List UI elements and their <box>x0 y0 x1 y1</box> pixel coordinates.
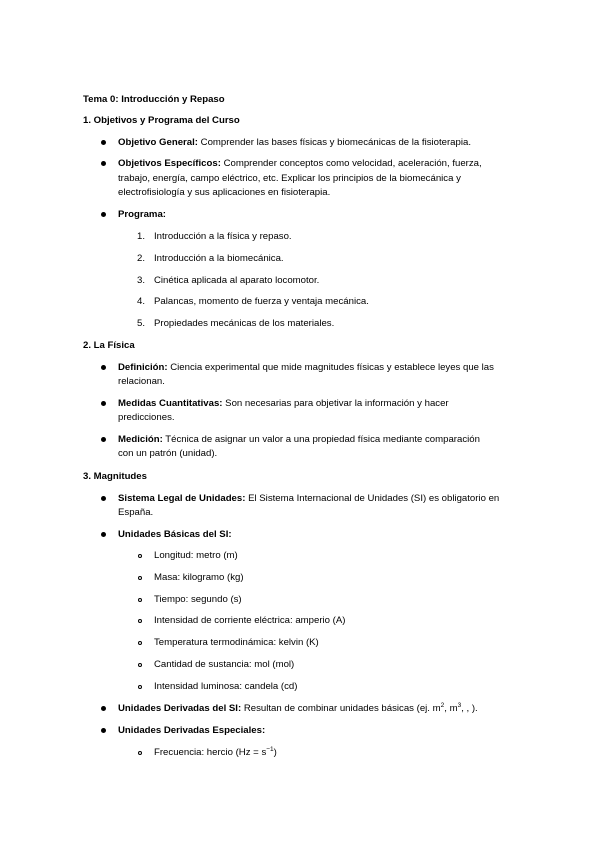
program-item: Introducción a la física y repaso. <box>154 231 292 242</box>
item-unidades-derivadas-especiales: Unidades Derivadas Especiales: <box>118 725 266 736</box>
item-definicion-cont: relacionan. <box>118 376 165 387</box>
basic-unit: Intensidad luminosa: candela (cd) <box>154 681 298 692</box>
basic-unit: Cantidad de sustancia: mol (mol) <box>154 659 295 670</box>
bullet-icon <box>101 728 106 733</box>
basic-unit: Temperatura termodinámica: kelvin (K) <box>154 637 319 648</box>
item-objetivos-especificos: Objetivos Específicos: Comprender conceptos como velocidad, aceleración, fuerza, <box>118 158 482 169</box>
circle-bullet-icon <box>138 685 142 689</box>
circle-bullet-icon <box>138 619 142 623</box>
program-item-number: 4. <box>137 296 146 307</box>
program-item-number: 5. <box>137 318 146 329</box>
program-item-number: 2. <box>137 253 146 264</box>
item-unidades-derivadas: Unidades Derivadas del SI: Resultan de combinar unidades básicas (ej. $m^2$, $m^3$, , ). <box>118 702 478 714</box>
circle-bullet-icon <box>138 641 142 645</box>
item-sistema-legal-cont: España. <box>118 507 154 518</box>
program-item: Propiedades mecánicas de los materiales. <box>154 318 335 329</box>
item-unidades-basicas: Unidades Básicas del SI: <box>118 529 232 540</box>
bullet-icon <box>101 496 106 501</box>
item-sistema-legal: Sistema Legal de Unidades: El Sistema Internacional de Unidades (SI) es obligatorio en <box>118 493 500 504</box>
bullet-icon <box>101 532 106 537</box>
circle-bullet-icon <box>138 598 142 602</box>
item-objetivos-especificos-cont: electrofisiología y sus aplicaciones en fisioterapia. <box>118 187 331 198</box>
circle-bullet-icon <box>138 751 142 755</box>
basic-unit: Masa: kilogramo (kg) <box>154 572 244 583</box>
basic-unit: Intensidad de corriente eléctrica: amperio (A) <box>154 615 346 626</box>
circle-bullet-icon <box>138 554 142 558</box>
bullet-icon <box>101 161 106 166</box>
bullet-icon <box>101 140 106 145</box>
bullet-icon <box>101 706 106 711</box>
item-objetivo-general: Objetivo General: Comprender las bases físicas y biomecánicas de la fisioterapia. <box>118 137 471 148</box>
program-item-number: 3. <box>137 275 146 286</box>
section-heading-magnitudes: 3. Magnitudes <box>83 471 147 482</box>
item-definicion: Definición: Ciencia experimental que mide magnitudes físicas y establece leyes que las <box>118 362 494 373</box>
bullet-icon <box>101 212 106 217</box>
item-medicion: Medición: Técnica de asignar un valor a una propiedad física mediante comparación <box>118 434 480 445</box>
program-item-number: 1. <box>137 231 146 242</box>
basic-unit: Tiempo: segundo (s) <box>154 594 242 605</box>
document-title: Tema 0: Introducción y Repaso <box>83 94 225 105</box>
item-programa: Programa: <box>118 209 166 220</box>
basic-unit: Longitud: metro (m) <box>154 550 238 561</box>
section-heading-objetivos: 1. Objetivos y Programa del Curso <box>83 115 240 126</box>
section-heading-fisica: 2. La Física <box>83 340 135 351</box>
bullet-icon <box>101 401 106 406</box>
bullet-icon <box>101 437 106 442</box>
derived-unit-frequency: Frecuencia: hercio $(Hz = s^{-1})$ <box>154 746 277 758</box>
item-medicion-cont: con un patrón (unidad). <box>118 448 218 459</box>
item-medidas-cuantitativas: Medidas Cuantitativas: Son necesarias para objetivar la información y hacer <box>118 398 449 409</box>
circle-bullet-icon <box>138 663 142 667</box>
item-medidas-cuantitativas-cont: predicciones. <box>118 412 175 423</box>
circle-bullet-icon <box>138 576 142 580</box>
bullet-icon <box>101 365 106 370</box>
program-item: Palancas, momento de fuerza y ventaja mecánica. <box>154 296 369 307</box>
program-item: Cinética aplicada al aparato locomotor. <box>154 275 320 286</box>
program-item: Introducción a la biomecánica. <box>154 253 284 264</box>
item-objetivos-especificos-cont: trabajo, energía, campo eléctrico, etc. Explicar los principios de la biomecánica y <box>118 173 461 184</box>
